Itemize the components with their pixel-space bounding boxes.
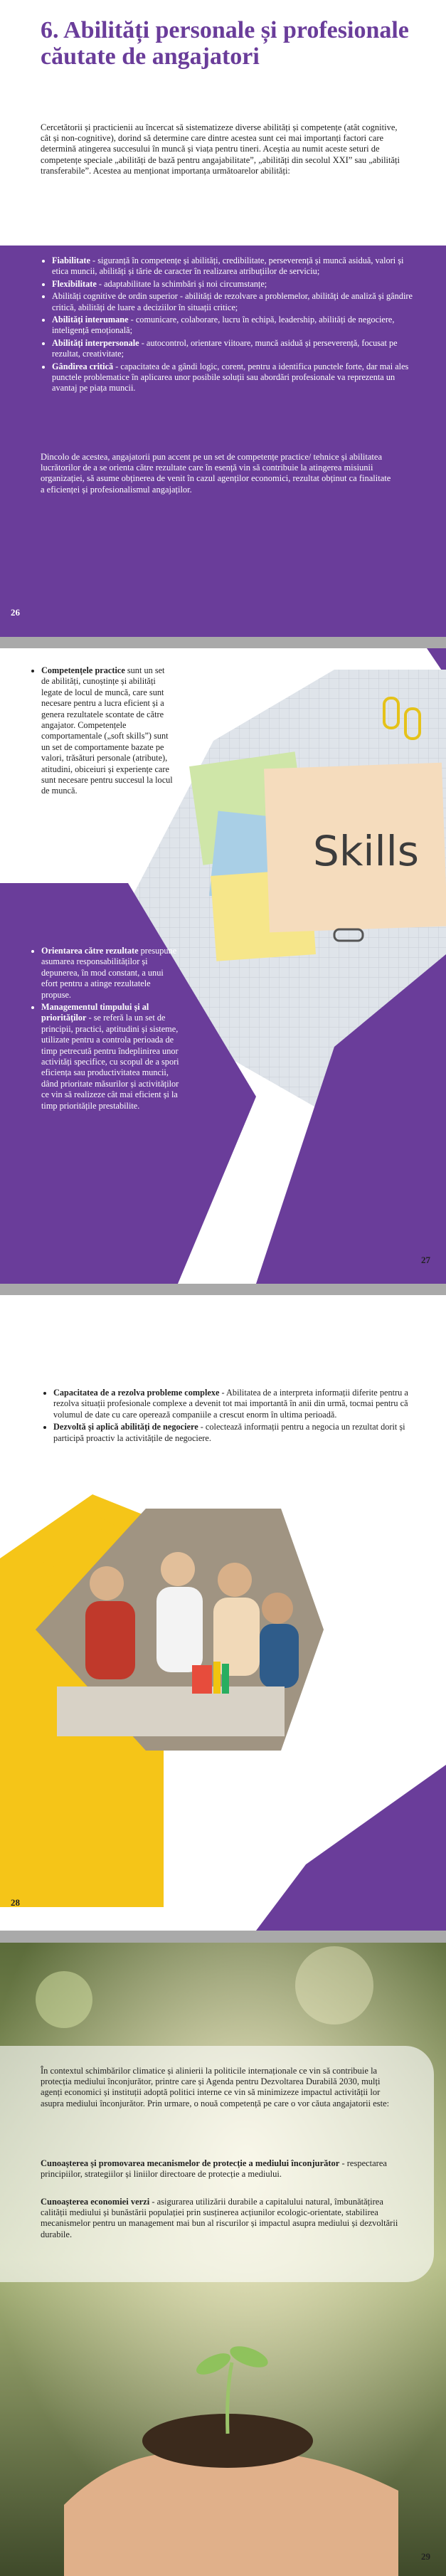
results-list [28,946,180,1113]
page-gap [0,1931,446,1943]
list-item: • Competențele practice sunt un set de abilități, cunoștințe și abilități legate de locul de muncă, care sunt necesare pentru a lucra eficient și a genera rezultatele scontate de către angajator. Competențele comportamentale („soft skills”) sunt un set de comportamente bazate pe valori, trăsături personale (atribute), atitudini, obiceiuri și experiențe care sunt necesare pentru succesul la locul de muncă. [41,665,173,797]
list-item: • Abilități interpersonale - autocontrol, orientare viitoare, muncă asiduă și perseverență, focusat pe rezultat, creativitate; [52,338,422,360]
page-gap [0,637,446,648]
list-item: • Abilități cognitive de ordin superior - abilități de rezolvare a problemelor, abilități de analiză și gândire critică, abilități de luare a deciziilor în situații critice; [52,291,422,313]
table [57,1686,285,1736]
hands [64,2452,398,2576]
list-item: • Abilități interumane - comunicare, colaborare, lucru în echipă, leadership, abilități de negociere, inteligență emoțională; [52,315,422,337]
purple-panel [0,246,446,637]
intro-paragraph: Cercetătorii și practicienii au încercat să sistematizeze diverse abilități și competențe (atât cognitive, cât și non-cognitive), dorind să determine care dintre acestea sunt cei mai importanți factori care determină atingerea succesului în muncă și viața pentru tineri. Aceștia au numit aceste seturi de competențe speciale „abilități de bază pentru angajabilitate”, „abilități din secolul XXI” sau „abilități transferabile”. Acestea au menționat importanța următoarelor abilități: [41,122,400,176]
white-gap-shape [164,1907,256,1931]
page-26 [0,0,446,637]
green-economy-paragraph: Cunoașterea economiei verzi - asigurarea utilizării durabile a capitalului natural, îmbunătățirea calității mediului și bunăstării populației prin susținerea acțiunilor ecologic-orientate, stabilirea mecanismelor pentru un management mai bun al riscurilor și impactul asupra mediului și dezvoltării durabile. [41,2197,398,2239]
list-item: • Flexibilitate - adaptabilitate la schimbări și noi circumstanțe; [52,279,422,290]
list-item: • Capacitatea de a rezolva probleme complexe - Abilitatea de a interpreta informații diferite pentru a rezolva situații profesionale complexe a devenit tot mai importantă în anii din urmă, tocmai pentru că volumul de date cu care operează companiile a crescut enorm în ultima perioadă. [53,1388,423,1420]
page-gap [0,1284,446,1295]
list-item: • Managementul timpului și al priorităților - se referă la un set de principii, practici, aptitudini și sisteme, utilizate pentru a controla perioada de timp petrecută pentru îndeplinirea unor activități specifice, cu scopul de a spori eficiența sau productivitatea muncii, dând prioritate măsurilor și activităților ce vin să realizeze cât mai eficient și la timp prioritățile prestabilite. [41,1002,180,1112]
list-item: • Orientarea către rezultate presupune asumarea responsabilităților și depunerea, în mod constant, a unui efort pentru a atinge rezultatele propuse. [41,946,180,1001]
page-number: 29 [421,2551,430,2562]
page-title: 6. Abilități personale și profesionale căutate de angajatori [41,17,409,70]
environment-paragraph: Cunoașterea și promovarea mecanismelor de protecție a mediului înconjurător - respectarea principiilor, strategiilor și liniilor directoare de protecție a mediului. [41,2158,387,2180]
competences-list [28,665,173,798]
page-27 [0,648,446,1284]
team-photo-illustration [0,1295,446,1931]
abilities-list [39,255,422,396]
list-item: • Gândirea critică - capacitatea de a gândi logic, corent, pentru a identifica punctele forte, dar mai ales punctele problematice în aplicarea unor posibile soluții sau abordări profesionale va reprezenta un avantaj pe piața muncii. [52,361,422,394]
closing-paragraph: Dincolo de acestea, angajatorii pun accent pe un set de competențe practice/ tehnice și abilitatea lucrătorilor de a se orienta către rezultate care în esență vin să contribuie la atingerea misiunii organizației, să asume obținerea de venit în cazul agenților economici, rezultat obținut ca finalitate a eficienței și profesionalismul angajaților. [41,452,391,495]
skills-word: Skills [313,827,419,875]
list-item: • Fiabilitate - siguranță în competențe și abilități, credibilitate, perseverență și muncă asiduă, valori și etica muncii, abilități și tărie de caracter în realizarea atribuțiilor de serviciu; [52,255,422,278]
page-number: 26 [11,607,20,618]
page-number: 28 [11,1897,20,1908]
page-28 [0,1295,446,1931]
page-number: 27 [421,1255,430,1265]
page-29 [0,1943,446,2576]
list-item: • Dezvoltă și aplică abilități de negociere - colectează informații pentru a negocia un rezultat dorit și participă proactiv la activitățile de negociere. [53,1422,423,1444]
purple-corner [256,1765,446,1931]
context-paragraph: În contextul schimbărilor climatice și alinierii la politicile internaționale ce vin să contribuie la protecția mediului înconjurător, printre care și Agenda pentru Dezvoltarea Durabilă 2030, mulți agenți economici și instituții adoptă politici interne ce vin să minimizeze impactul activității lor asupra mediului înconjurător. Prin urmare, o nouă competență pe care o vor căuta angajatorii este: [41,2066,390,2108]
